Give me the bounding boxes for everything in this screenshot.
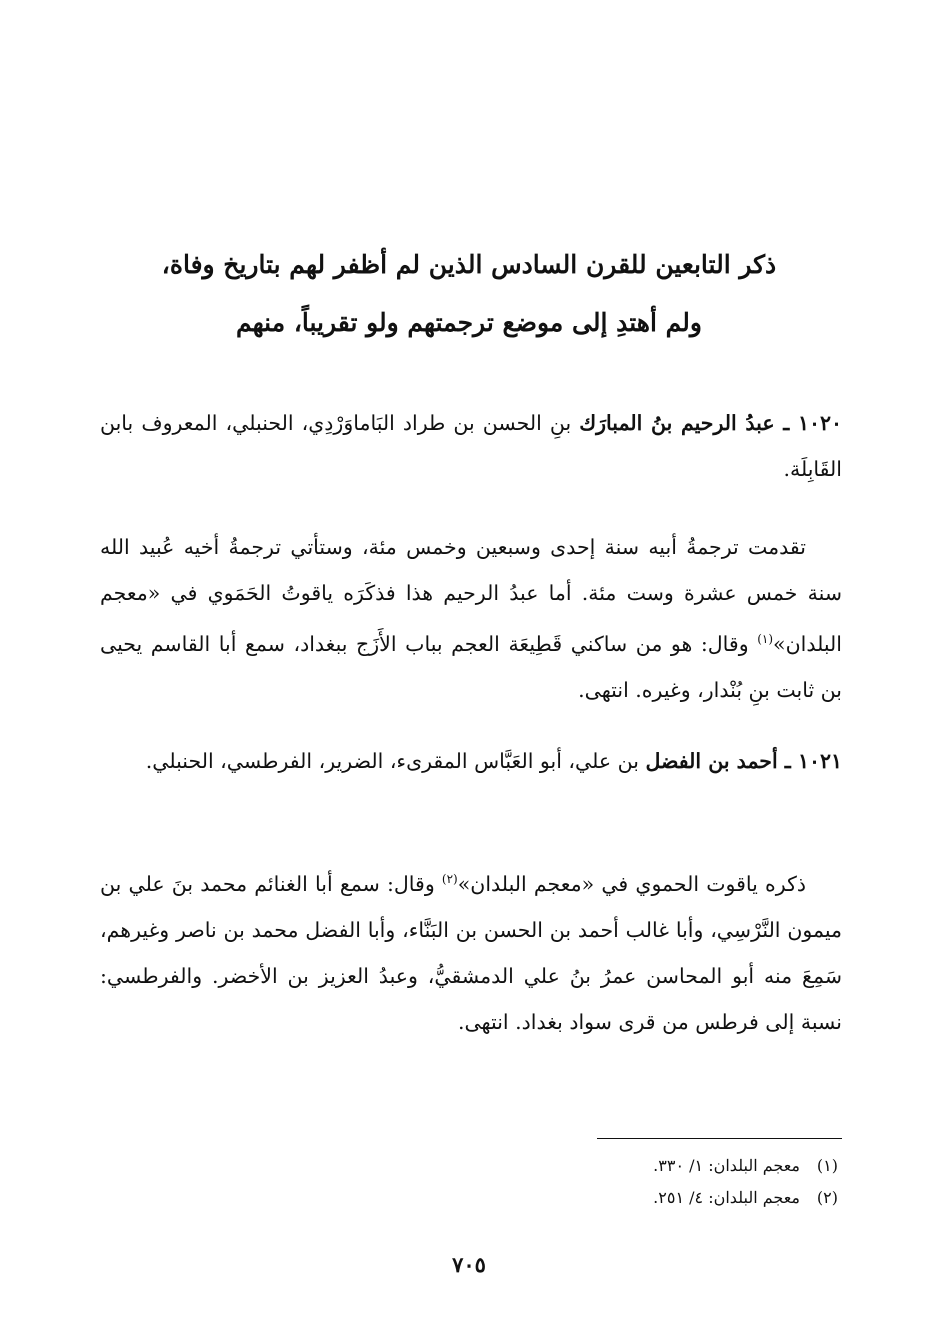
- heading-line-2: ولم أهتدِ إلى موضع ترجمتهم ولو تقريباً، منهم: [236, 308, 702, 337]
- footnote-text: معجم البلدان: ٤/ ٢٥١.: [653, 1188, 800, 1207]
- body-text: وقال: هو من ساكني قَطِيعَة العجم بباب الأَزَج ببغداد، سمع أبا القاسم يحيى بن ثابت بنِ بُنْدار، وغيره. انتهى.: [100, 631, 842, 702]
- page-number: ٧٠٥: [452, 1252, 486, 1277]
- entry-number: ١٠٢٠ ـ: [774, 411, 842, 435]
- body-text: ذكره ياقوت الحموي في «معجم البلدان»: [457, 871, 806, 896]
- entry-lineage: بنِ الحسن بن طراد البَاماوَرْدِي، الحنبلي، المعروف بابن القَابِلَة.: [100, 411, 842, 481]
- footnotes: [300, 1150, 838, 1214]
- entry-body-1020: [100, 524, 842, 713]
- footnote-divider: [597, 1138, 842, 1139]
- footnote-ref-2: (٢): [441, 872, 458, 886]
- footnote-number: (٢): [816, 1188, 838, 1207]
- entry-lineage: بن علي، أبو العَبَّاس المقرىء، الضرير، الفرطسي، الحنبلي.: [145, 749, 646, 773]
- entry-number: ١٠٢١ ـ: [777, 749, 842, 773]
- entry-name: عبدُ الرحيم بنُ المبارَك: [579, 411, 775, 435]
- footnote-ref-1: (١): [757, 632, 774, 646]
- footnote-number: (١): [816, 1156, 838, 1175]
- body-text: وقال: سمع أبا الغنائم محمد بنَ علي بن ميمون النَّرْسِي، وأبا غالب أحمد بن الحسن بن البَنَّاء، وأبا الفضل محمد بن ناصر وغيرهم، سَمِعَ منه أبو المحاسن عمرُ بنُ علي الدمشقيُّ، وعبدُ العزيز بن الأخضر. والفرطسي: نسبة إلى فرطس من قرى سواد بغداد. انتهى.: [100, 871, 842, 1034]
- entry-body-1021: [100, 856, 842, 1045]
- footnote-1: [300, 1150, 838, 1182]
- entry-header-1021: [100, 738, 842, 784]
- body-text: تقدمت ترجمةُ أبيه سنة إحدى وسبعين وخمس مئة، وستأتي ترجمةُ أخيه عُبيد الله سنة خمس عشرة وست مئة. أما عبدُ الرحيم هذا فذكَرَه ياقوتُ الحَمَوي في «معجم البلدان»: [100, 535, 842, 656]
- heading-line-1: ذكر التابعين للقرن السادس الذين لم أظفر لهم بتاريخ وفاة،: [161, 250, 777, 279]
- entry-name: أحمد بن الفضل: [645, 749, 778, 773]
- entry-header-1020: [100, 400, 842, 492]
- footnote-text: معجم البلدان: ١/ ٣٣٠.: [653, 1156, 800, 1175]
- footnote-2: [300, 1182, 838, 1214]
- section-heading: [150, 236, 788, 352]
